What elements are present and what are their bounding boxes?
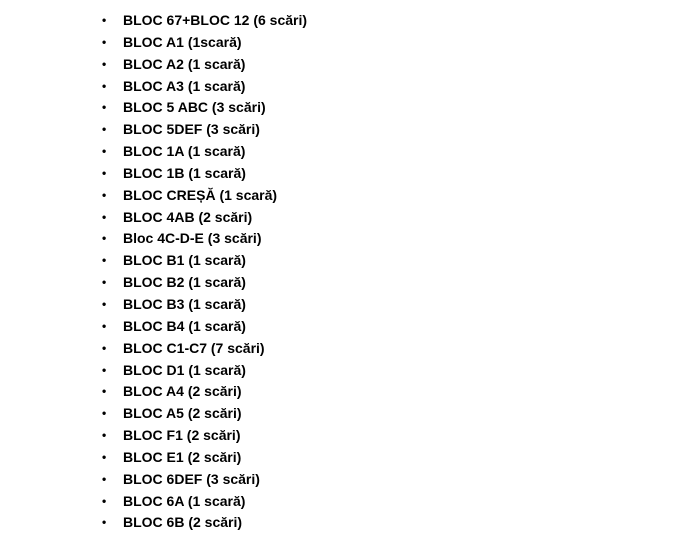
list-item <box>102 97 307 119</box>
list-item-text: BLOC B4 (1 scară) <box>123 317 246 334</box>
list-item-text: BLOC D1 (1 scară) <box>123 361 246 378</box>
list-item <box>102 228 307 250</box>
list-item-text: BLOC A4 (2 scări) <box>123 383 242 400</box>
list-item-text: BLOC 1A (1 scară) <box>123 143 246 160</box>
bullet-icon: • <box>102 144 107 159</box>
list-item <box>102 10 307 32</box>
list-item-text: BLOC A2 (1 scară) <box>123 55 246 72</box>
list-item-text: BLOC 1B (1 scară) <box>123 164 246 181</box>
bullet-icon: • <box>102 340 107 355</box>
list-item-text: BLOC E1 (2 scări) <box>123 448 242 465</box>
bullet-icon: • <box>102 253 107 268</box>
bullet-icon: • <box>102 34 107 49</box>
list-item <box>102 469 307 491</box>
list-item-text: BLOC 6A (1 scară) <box>123 492 246 509</box>
list-item-text: BLOC 5 ABC (3 scări) <box>123 99 266 116</box>
list-item <box>102 76 307 98</box>
list-item <box>102 163 307 185</box>
list-item-text: BLOC B2 (1 scară) <box>123 274 246 291</box>
list-item-text: BLOC 4AB (2 scări) <box>123 208 253 225</box>
bullet-icon: • <box>102 13 107 27</box>
list-item <box>102 403 307 425</box>
list-item-text: BLOC CREȘĂ (1 scară) <box>123 186 278 203</box>
list-item <box>102 381 307 403</box>
bullet-icon: • <box>102 318 107 333</box>
list-item <box>102 425 307 447</box>
list-item-text: BLOC F1 (2 scări) <box>123 427 241 444</box>
list-item <box>102 491 307 513</box>
list-item-text: BLOC 6DEF (3 scări) <box>123 470 260 487</box>
bullet-icon: • <box>102 515 107 530</box>
bullet-icon: • <box>102 187 107 202</box>
bullet-icon: • <box>102 471 107 486</box>
bullet-icon: • <box>102 209 107 224</box>
list-item-text: Bloc 4C-D-E (3 scări) <box>123 230 262 247</box>
bullet-icon: • <box>102 122 107 137</box>
bullet-icon: • <box>102 493 107 508</box>
list-item <box>102 272 307 294</box>
list-item <box>102 360 307 382</box>
bullet-icon: • <box>102 428 107 443</box>
bullet-icon: • <box>102 449 107 464</box>
list-item-text: BLOC 5DEF (3 scări) <box>123 121 260 138</box>
list-item-text: BLOC B3 (1 scară) <box>123 295 246 312</box>
list-item <box>102 207 307 229</box>
list-item <box>102 141 307 163</box>
bullet-icon: • <box>102 78 107 93</box>
list-item-text: BLOC C1-C7 (7 scări) <box>123 339 265 356</box>
list-item <box>102 338 307 360</box>
list-item-text: BLOC A5 (2 scări) <box>123 405 242 422</box>
bullet-icon: • <box>102 296 107 311</box>
list-item-text: BLOC B1 (1 scară) <box>123 252 246 269</box>
list-item-text: BLOC 6B (2 scări) <box>123 514 243 531</box>
building-list <box>102 10 307 534</box>
bullet-icon: • <box>102 384 107 399</box>
bullet-icon: • <box>102 406 107 421</box>
list-item <box>102 294 307 316</box>
bullet-icon: • <box>102 56 107 71</box>
list-item <box>102 447 307 469</box>
list-item <box>102 512 307 534</box>
bullet-icon: • <box>102 165 107 180</box>
list-item-text: BLOC 67+BLOC 12 (6 scări) <box>123 12 308 28</box>
list-item <box>102 250 307 272</box>
list-item-text: BLOC A3 (1 scară) <box>123 77 246 94</box>
list-item <box>102 185 307 207</box>
bullet-icon: • <box>102 275 107 290</box>
list-item <box>102 119 307 141</box>
bullet-icon: • <box>102 362 107 377</box>
list-item <box>102 54 307 76</box>
list-item <box>102 316 307 338</box>
bullet-icon: • <box>102 100 107 115</box>
list-item-text: BLOC A1 (1scară) <box>123 33 242 50</box>
list-item <box>102 32 307 54</box>
bullet-icon: • <box>102 231 107 246</box>
